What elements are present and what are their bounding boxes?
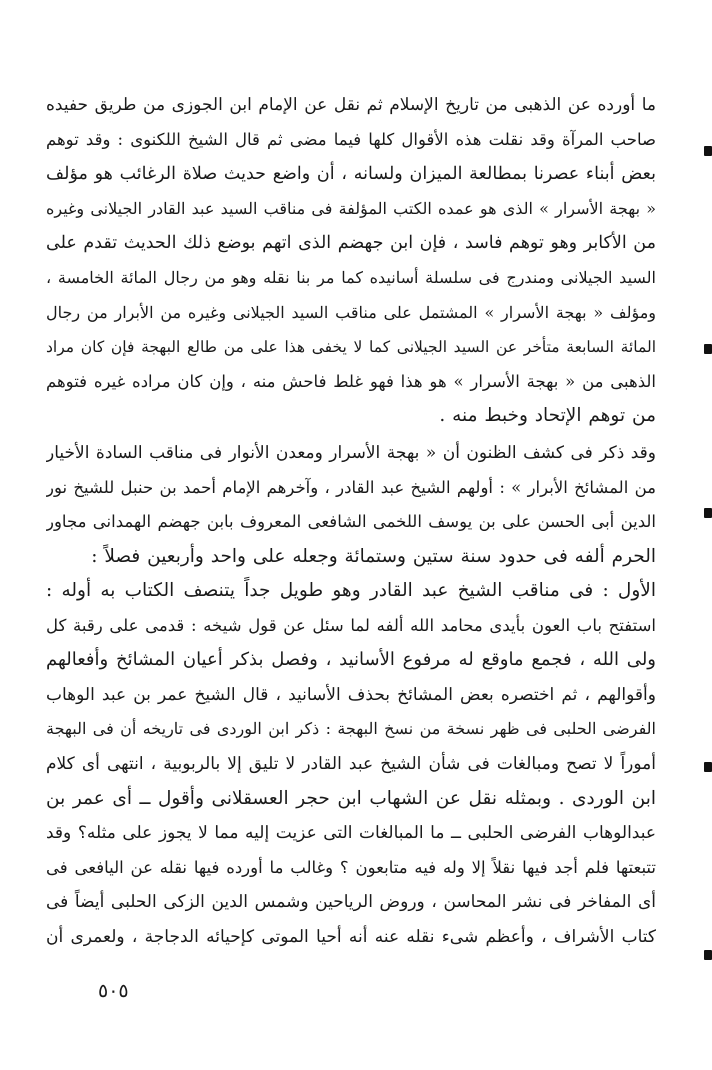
binding-mark bbox=[704, 762, 712, 772]
text-line: بعض أبناء عصرنا بمطالعة الميزان ولسانه ، أن واضع حديث صلاة الرغائب هو مؤلف bbox=[46, 164, 656, 185]
text-line: من المشائخ الأبرار » : أولهم الشيخ عبد القادر ، وآخرهم الإمام أحمد بن حنبل للشيخ نور bbox=[46, 477, 656, 497]
text-line: الفرضى الحلبى فى ظهر نسخة من نسخ البهجة : ذكر ابن الوردى فى تاريخه أن فى البهجة bbox=[46, 719, 656, 739]
text-line: عبدالوهاب الفرضى الحلبى ــ ما المبالغات التى عزيت إليه مما لا يجوز على مثله؟ وقد bbox=[46, 823, 656, 844]
text-line: صاحب المرآة وقد نقلت هذه الأقوال كلها فيما مضى ثم قال الشيخ اللكنوى : وقد توهم bbox=[46, 129, 656, 149]
text-line: ابن الوردى . وبمثله نقل عن الشهاب ابن حجر العسقلانى وأقول ــ أى عمر بن bbox=[46, 787, 656, 809]
text-line: الأول : فى مناقب الشيخ عبد القادر وهو طويل جداً يتنصف الكتاب به أوله : bbox=[46, 580, 656, 601]
text-line: ولى الله ، فجمع ماوقع له مرفوع الأسانيد ، وفصل بذكر أعيان المشائخ وأفعالهم bbox=[46, 649, 656, 671]
text-line: أى المفاخر فى نشر المحاسن ، وروض الرياحين وشمس الدين الزكى الحلبى أيضاً فى bbox=[46, 892, 656, 913]
text-line: وقد ذكر فى كشف الظنون أن « بهجة الأسرار ومعدن الأنوار فى مناقب السادة الأخيار bbox=[46, 443, 656, 463]
text-line: أموراً لا تصح ومبالغات فى شأن الشيخ عبد القادر لا تليق إلا بالربوبية ، انتهى أى كلام bbox=[46, 753, 656, 774]
text-line: الذهبى من « بهجة الأسرار » هو هذا فهو غلط فاحش منه ، وإن كان مراده غيره فتوهم bbox=[46, 371, 656, 391]
text-line: تتبعتها فلم أجد فيها نقلاً إلا وله فيه متابعون ؟ وغالب ما أورده فيها نقله عن اليافعى فى bbox=[46, 857, 656, 877]
binding-mark bbox=[704, 508, 712, 518]
page-number: ٥٠٥ bbox=[98, 980, 129, 1002]
paragraph-1 bbox=[46, 88, 656, 434]
text-line: كتاب الأشراف ، وأعظم شىء نقله عنه أنه أحيا الموتى كإحيائه الدجاجة ، ولعمرى أن bbox=[46, 926, 656, 947]
text-line: الحرم ألفه فى حدود سنة ستين وستمائة وجعله على واحد وأربعين فصلاً : bbox=[91, 545, 656, 567]
binding-mark bbox=[704, 146, 712, 156]
text-line: من الأكابر وهو توهم فاسد ، فإن ابن جهضم الذى اتهم بوضع ذلك الحديث تقدم على bbox=[46, 233, 656, 254]
text-line: من توهم الإتحاد وخبط منه . bbox=[439, 405, 656, 427]
binding-mark bbox=[704, 344, 712, 354]
text-line: « بهجة الأسرار » الذى هو عمده الكتب المؤلفة فى مناقب السيد عبد القادر الجيلانى وغيره bbox=[46, 198, 656, 218]
paragraph-3 bbox=[46, 574, 656, 955]
text-line: استفتح باب العون بأيدى محامد الله ألفه لما سئل عن قول شيخه : قدمى على رقبة كل bbox=[46, 615, 656, 635]
text-line: المائة السابعة متأخر عن السيد الجيلانى كما لا يخفى هذا على من طالع البهجة فإن كان مراد bbox=[46, 338, 656, 357]
paragraph-2 bbox=[46, 436, 656, 574]
binding-mark bbox=[704, 950, 712, 960]
text-line: السيد الجيلانى ومندرج فى سلسلة أسانيده كما مر بنا نقله وهو من رجال المائة الخامسة ، bbox=[46, 267, 656, 287]
text-line: الدين أبى الحسن على بن يوسف اللخمى الشافعى المعروف بابن جهضم الهمدانى مجاور bbox=[46, 512, 656, 532]
text-line: ما أورده عن الذهبى من تاريخ الإسلام ثم نقل عن الإمام ابن الجوزى من طريق حفيده bbox=[46, 95, 656, 115]
text-line: ومؤلف « بهجة الأسرار » المشتمل على مناقب السيد الجيلانى وغيره من الأبرار من رجال bbox=[46, 302, 656, 322]
text-line: وأقوالهم ، ثم اختصره بعض المشائخ بحذف الأسانيد ، قال الشيخ عمر بن عبد الوهاب bbox=[46, 684, 656, 705]
